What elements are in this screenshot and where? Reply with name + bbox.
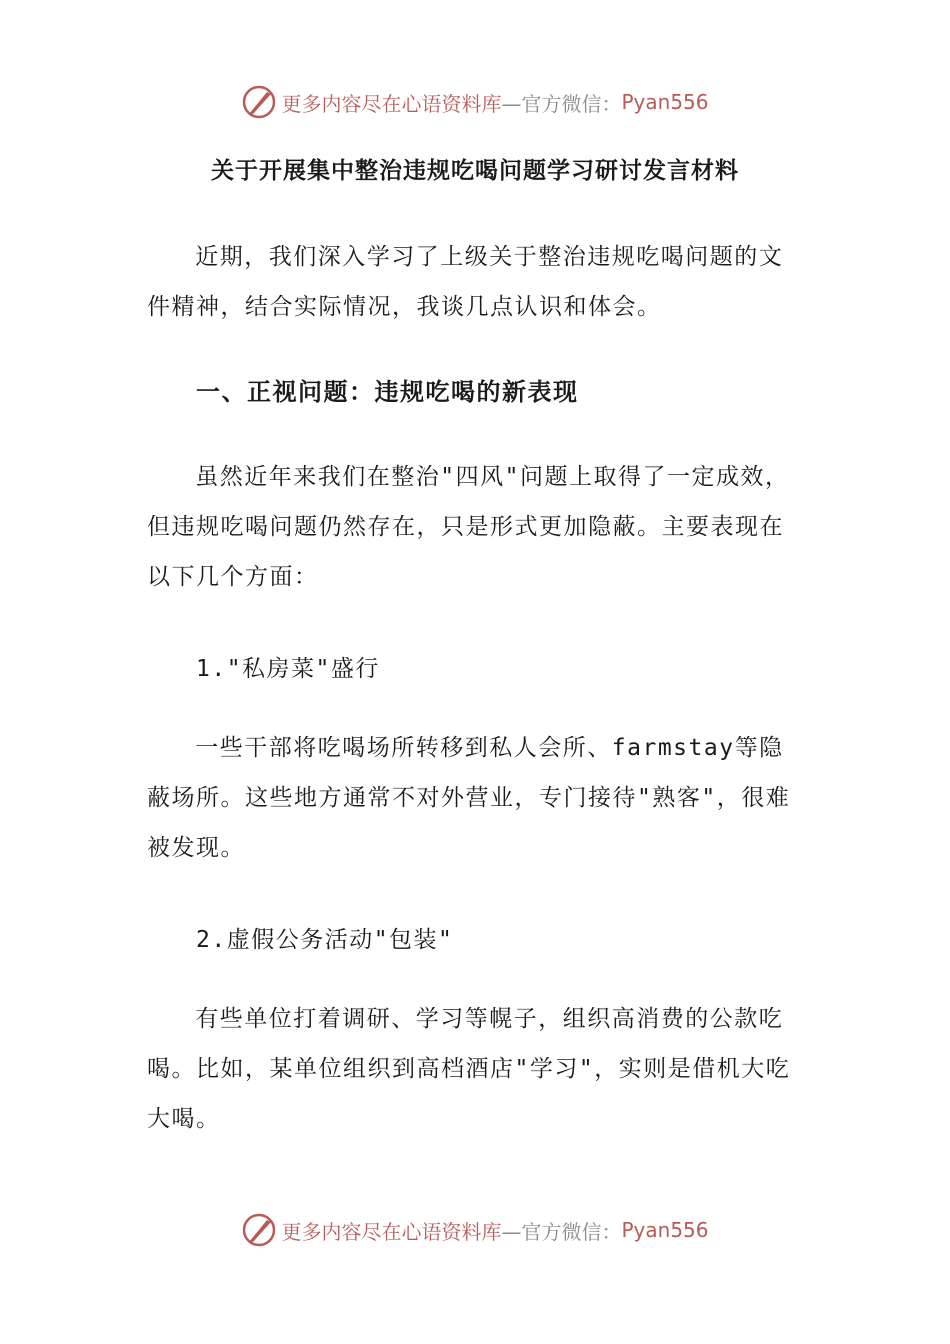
banner-main-text: 更多内容尽在心语资料库 — [281, 1219, 502, 1244]
banner-sub-text: —官方微信： — [501, 91, 622, 116]
intro-paragraph: 近期，我们深入学习了上级关于整治违规吃喝问题的文件精神，结合实际情况，我谈几点认识和体会。 — [147, 244, 784, 320]
section-paragraph: 虽然近年来我们在整治"四风"问题上取得了一定成效，但违规吃喝问题仍然存在，只是形式更加隐蔽。主要表现在以下几个方面： — [147, 464, 790, 590]
header-banner — [0, 82, 950, 122]
item-label-1: 1."私房菜"盛行 — [196, 656, 380, 682]
item-paragraph-1: 一些干部将吃喝场所转移到私人会所、farmstay等隐蔽场所。这些地方通常不对外营业，专门接待"熟客"，很难被发现。 — [147, 735, 791, 861]
document-title: 关于开展集中整治违规吃喝问题学习研讨发言材料 — [211, 157, 739, 184]
item-paragraph-2: 有些单位打着调研、学习等幌子，组织高消费的公款吃喝。比如，某单位组织到高档酒店"学习"，实则是借机大吃大喝。 — [147, 1006, 791, 1132]
quill-logo-icon — [241, 1212, 277, 1248]
footer-banner — [0, 1210, 950, 1250]
banner-sub-text: —官方微信： — [501, 1219, 622, 1244]
section-heading: 一、正视问题：违规吃喝的新表现 — [196, 378, 579, 406]
banner-wechat-id: Pyan556 — [621, 90, 709, 114]
quill-logo-icon — [241, 84, 277, 120]
banner-main-text: 更多内容尽在心语资料库 — [281, 91, 502, 116]
banner-wechat-id: Pyan556 — [621, 1218, 709, 1242]
item-label-2: 2.虚假公务活动"包装" — [196, 927, 454, 953]
